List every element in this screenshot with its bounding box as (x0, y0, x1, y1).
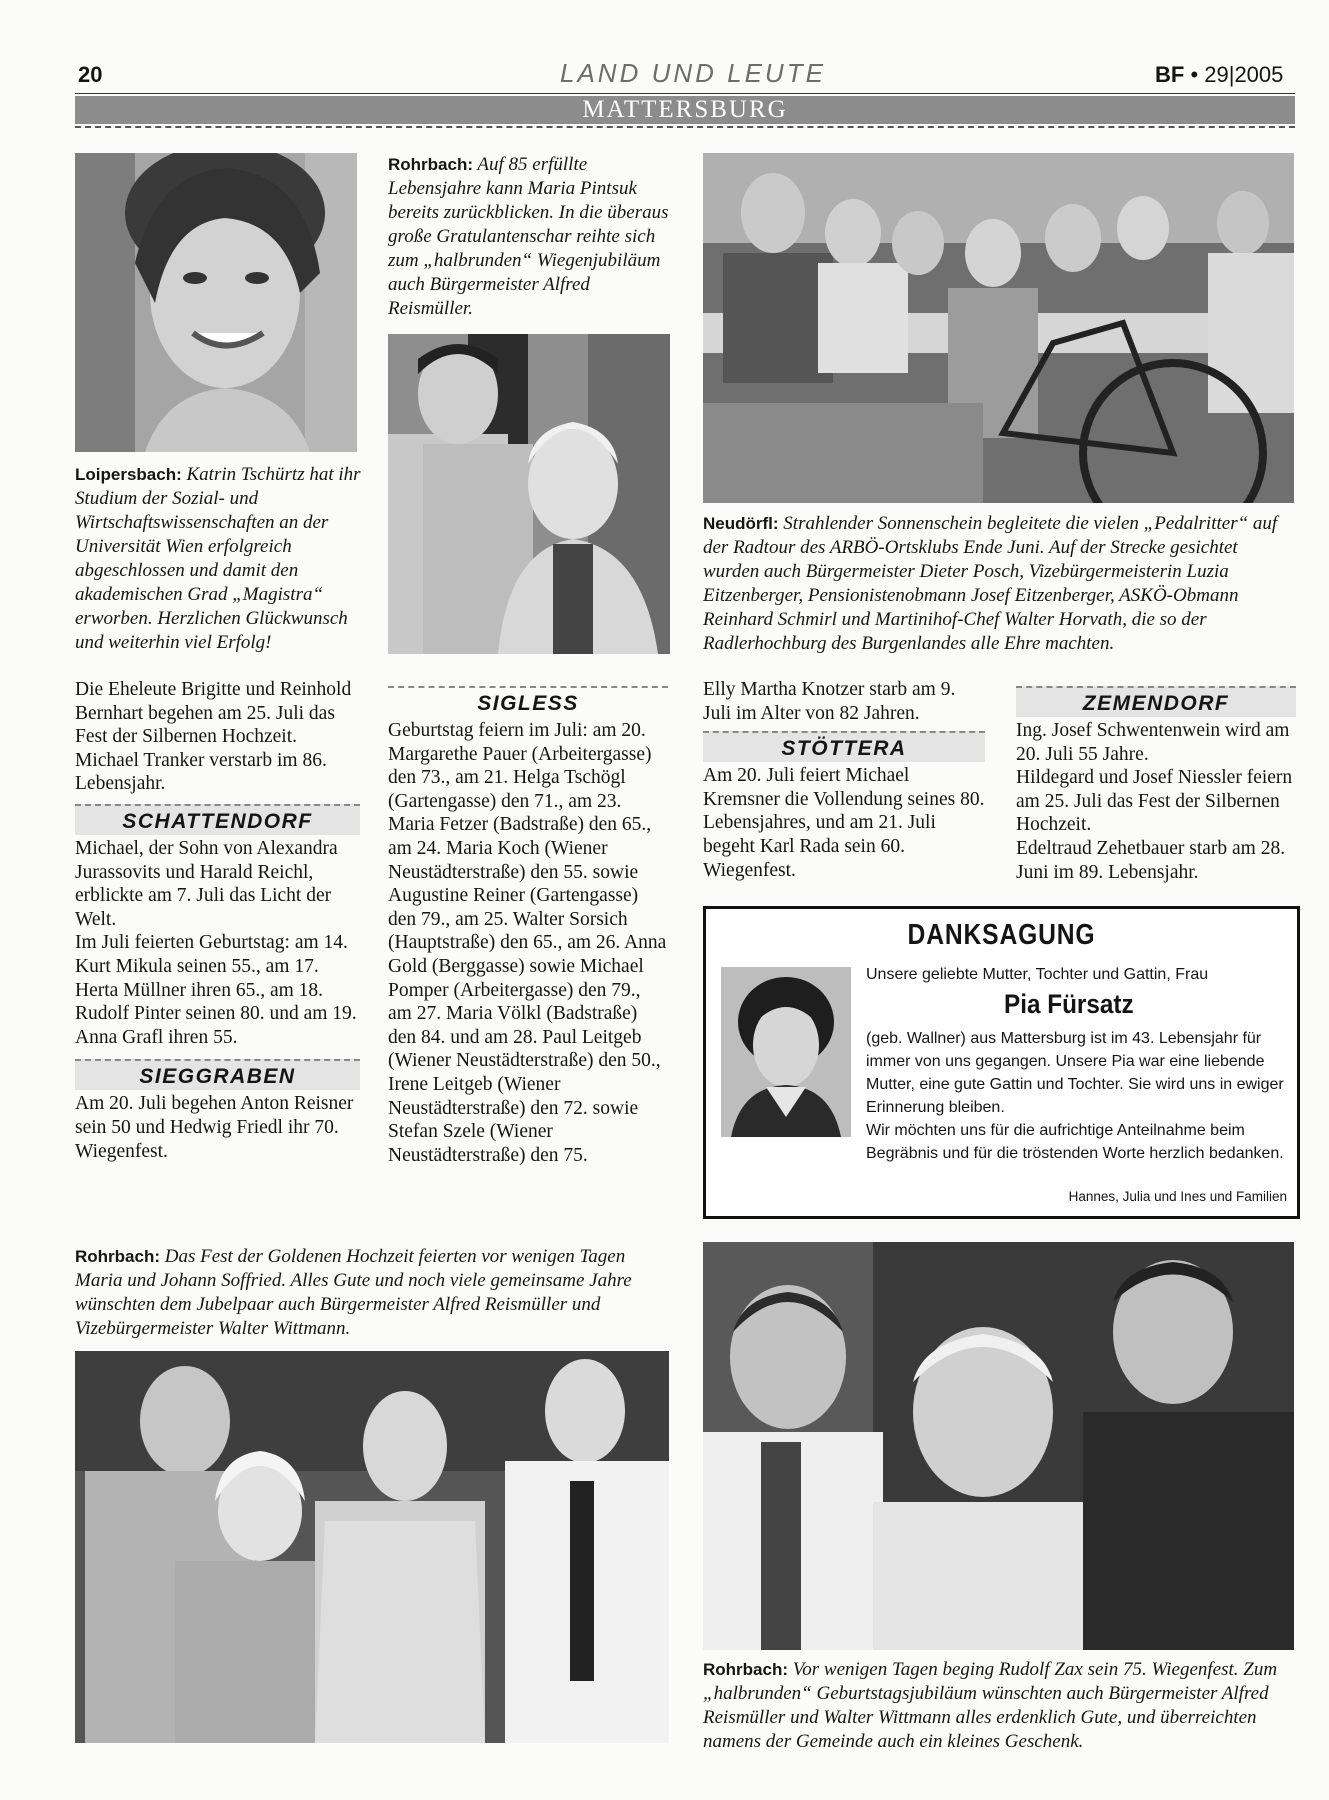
page-number: 20 (78, 62, 103, 87)
danksagung-box (703, 906, 1300, 1219)
danksagung-text (866, 1027, 1286, 1165)
photo-rudolf-zax (703, 1242, 1294, 1650)
paragraph: (geb. Wallner) aus Mattersburg ist im 43. Lebensjahr für immer von uns gegangen. Unsere Pia war eine liebende Mutter, eine gute Gattin und Tochter. Sie wird uns in ewiger Erinnerung bleiben. (866, 1030, 1284, 1116)
caption-text: Vor wenigen Tagen beging Rudolf Zax sein 75. Wiegenfest. Zum „halbrunden“ Geburtstagsjubiläum wünschten auch Bürgermeister Alfred Reismüller und Walter Wittmann alles erdenklich Gute, und überreichten namens der Gemeinde auch ein kleines Geschenk. (703, 1659, 1278, 1752)
caption-rohrbach-soffried (75, 1245, 675, 1341)
photo-pia-fuersatz (721, 967, 851, 1137)
caption-loipersbach (75, 463, 365, 655)
danksagung-intro: Unsere geliebte Mutter, Tochter und Gattin, Frau (866, 966, 1209, 983)
caption-lead: Neudörfl: (703, 514, 779, 533)
paragraph: Geburtstag feiern im Juli: am 20. Margarethe Pauer (Arbeitergasse) den 73., am 21. Helga Tschögl (Gartengasse) den 71., am 23. Maria Fetzer (Badstraße) den 65., am 24. Maria Koch (Wiener Neustädterstraße) den 55. sowie Augustine Reiner (Gartengasse) den 79., am 25. Walter Sorsich (Hauptstraße) den 65., am 26. Anna Gold (Berggasse) sowie Michael Pomper (Arbeitergasse) den 79., am 27. Maria Völkl (Badstraße) den 84. und am 28. Paul Leitgeb (Wiener Neustädterstraße) den 50., Irene Leitgeb (Wiener Neustädterstraße) den 72. sowie Stefan Szele (Wiener Neustädterstraße) den 75. (388, 720, 667, 1166)
column-3 (703, 678, 985, 882)
photo-katrin-tschuertz (75, 153, 357, 452)
header-dash-rule (75, 126, 1295, 128)
paragraph: Am 20. Juli begehen Anton Reisner sein 50 und Hedwig Friedl ihr 70. Wiegenfest. (75, 1093, 354, 1162)
danksagung-name: Pia Fürsatz (1004, 989, 1134, 1019)
photo-neudoerfl-radtour (703, 153, 1294, 503)
danksagung-signature: Hannes, Julia und Ines und Familien (1068, 1189, 1287, 1204)
caption-text: Das Fest der Goldenen Hochzeit feierten vor wenigen Tagen Maria und Johann Soffried. Alles Gute und noch viele gemeinsame Jahre wünschten dem Jubelpaar auch Bürgermeister Alfred Reismüller und Vizebürgermeister Walter Wittmann. (75, 1246, 632, 1339)
paragraph: Edeltraud Zehetbauer starb am 28. Juni im 89. Lebensjahr. (1016, 837, 1286, 883)
paragraph: Die Eheleute Brigitte und Reinhold Bernhart begehen am 25. Juli das Fest der Silbernen Hochzeit. (75, 679, 352, 748)
paragraph: Elly Martha Knotzer starb am 9. Juli im Alter von 82 Jahren. (703, 679, 956, 724)
paragraph: Hildegard und Josef Niessler feiern am 25. Juli das Fest der Silbernen Hochzeit. (1016, 767, 1293, 836)
paragraph: Ing. Josef Schwentenwein wird am 20. Juli 55 Jahre. (1016, 720, 1290, 765)
header-rule (75, 93, 1295, 94)
caption-lead: Rohrbach: (388, 155, 473, 174)
photo-soffried-goldene-hochzeit (75, 1351, 669, 1743)
paragraph: Im Juli feierten Geburtstag: am 14. Kurt Mikula seinen 55., am 17. Herta Müllner ihren 65., am 18. Rudolf Pinter seinen 80. und am 19. Anna Grafl ihren 55. (75, 932, 357, 1048)
issue-number: • 29|2005 (1184, 62, 1284, 87)
paragraph: Michael, der Sohn von Alexandra Jurassovits und Harald Reichl, erblickte am 7. Juli das Licht der Welt. (75, 837, 338, 930)
paragraph: Wir möchten uns für die aufrichtige Anteilnahme beim Begräbnis und für die tröstenden Worte herzlich bedanken. (866, 1122, 1284, 1162)
column-4 (1016, 686, 1296, 884)
paragraph: Am 20. Juli feiert Michael Kremsner die Vollendung seines 80. Lebensjahres, und am 21. Juli begeht Karl Rada sein 60. Wiegenfest. (703, 765, 985, 881)
caption-lead: Loipersbach: (75, 465, 182, 484)
danksagung-title: DANKSAGUNG (907, 919, 1096, 951)
caption-rohrbach-pintsuk (388, 153, 670, 321)
caption-text: Katrin Tschürtz hat ihr Studium der Sozial- und Wirtschaftswissenschaften an der Universität Wien erfolgreich abgeschlossen und damit den akademischen Grad „Magistra“ erworben. Herzlichen Glückwunsch und weiterhin viel Erfolg! (75, 464, 361, 653)
heading-sieggraben: SIEGGRABEN (75, 1059, 360, 1090)
heading-zemendorf: ZEMENDORF (1016, 686, 1296, 717)
column-2 (388, 686, 668, 1167)
publication-name: BF (1155, 62, 1185, 87)
column-1 (75, 678, 360, 1163)
caption-rohrbach-zax (703, 1658, 1293, 1754)
caption-lead: Rohrbach: (75, 1247, 160, 1266)
issue-info (1155, 62, 1283, 88)
heading-schattendorf: SCHATTENDORF (75, 804, 360, 835)
caption-neudoerfl (703, 512, 1294, 656)
caption-text: Strahlender Sonnenschein begleitete die vielen „Pedalritter“ auf der Radtour des ARBÖ-Ortsklubs Ende Juni. Auf der Strecke gesichtet wurden auch Bürgermeister Dieter Posch, Vizebürgermeisterin Luzia Eitzenberger, Pensionistenobmann Josef Eitzenberger, ASKÖ-Obmann Reinhard Schmirl und Martinihof-Chef Walter Horvath, die so der Radlerhochburg des Burgenlandes alle Ehre machten. (703, 513, 1278, 654)
photo-maria-pintsuk (388, 334, 670, 654)
paragraph: Michael Tranker verstarb im 86. Lebensjahr. (75, 749, 327, 795)
heading-sigless: SIGLESS (388, 686, 668, 717)
heading-stoettera: STÖTTERA (703, 731, 985, 762)
caption-text: Auf 85 erfüllte Lebensjahre kann Maria Pintsuk bereits zurückblicken. In die überaus große Gratulantenschar reihte sich zum „halbrunden“ Wiegenjubiläum auch Bürgermeister Alfred Reismüller. (388, 154, 669, 319)
section-title: LAND UND LEUTE (560, 58, 826, 88)
region-banner: MATTERSBURG (75, 96, 1295, 124)
caption-lead: Rohrbach: (703, 1660, 788, 1679)
